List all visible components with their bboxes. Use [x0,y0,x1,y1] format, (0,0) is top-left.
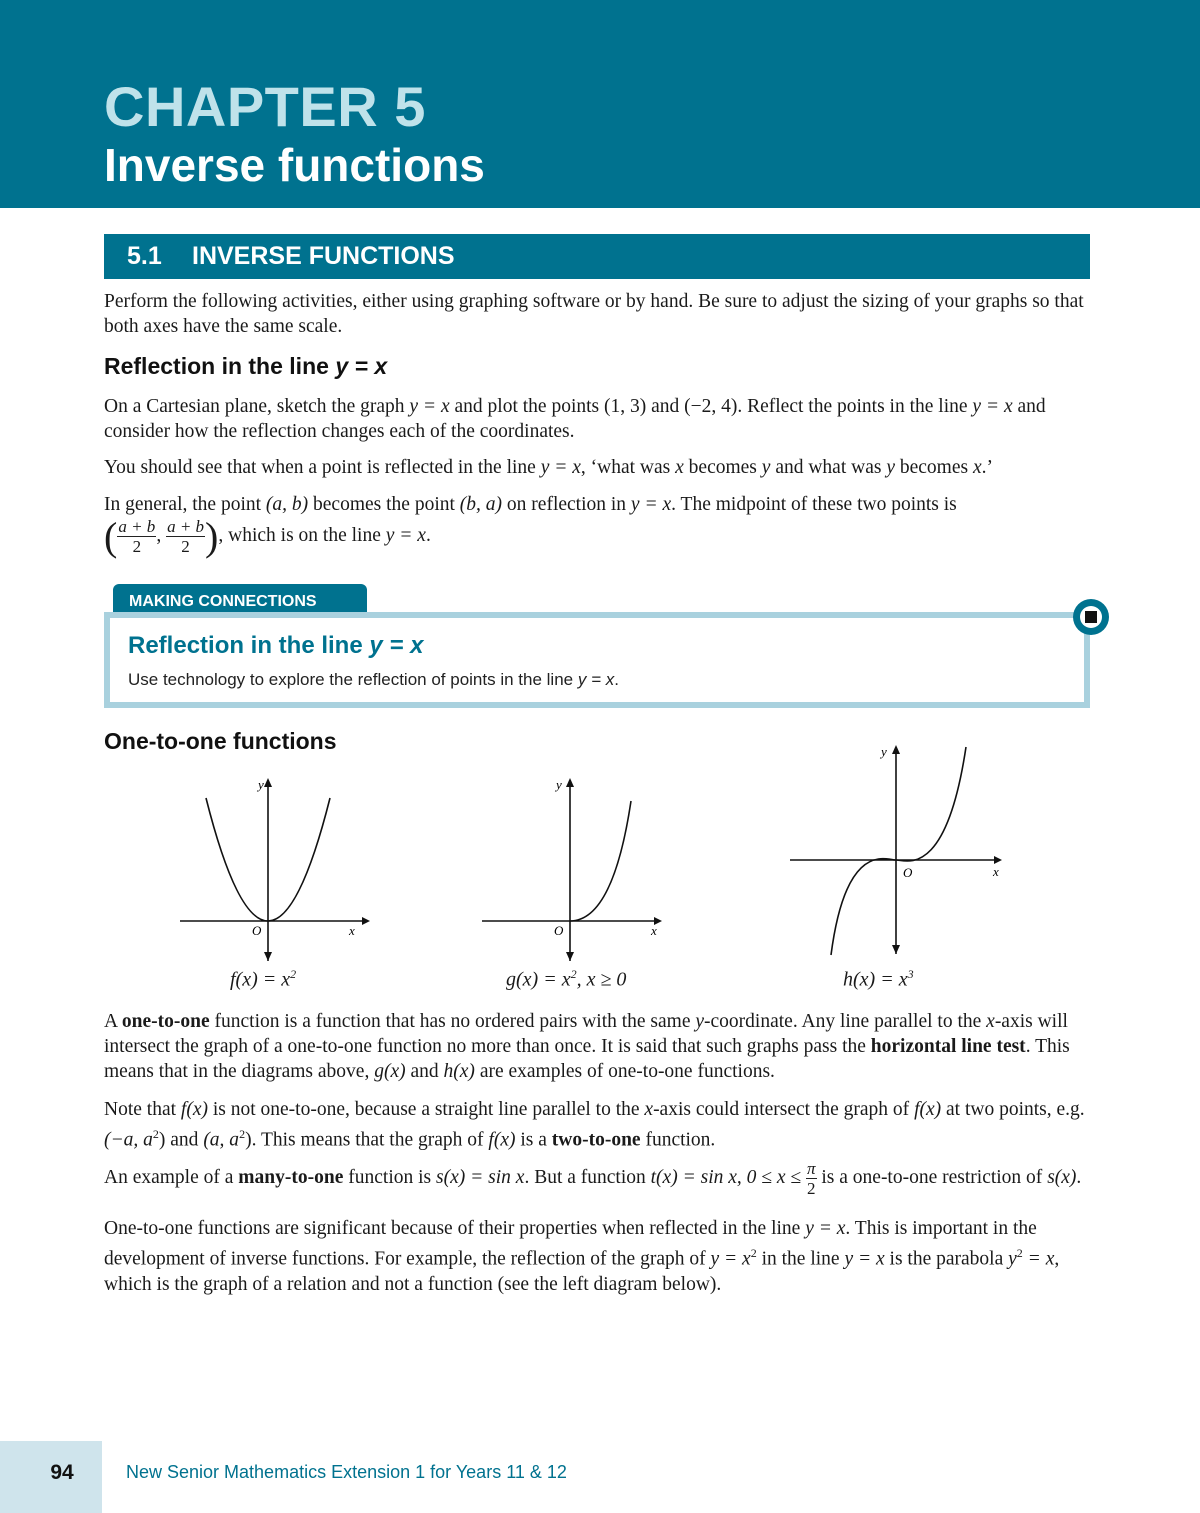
graph-f-parabola [176,775,372,965]
y-axis-label: y [881,744,887,759]
midpoint-fraction-1: $\frac{a + b}{2}$ [118,517,156,556]
one-to-one-paragraph-3: An example of a many-to-one function is s(x) = sin x. But a function t(x) = sin x, 0 ≤ x ≤ $\frac{\pi}{2}$ is a one-to-one restriction of s(x). [104,1159,1082,1198]
graph-h-cubic [786,740,1011,960]
section-number: 5.1 [127,242,162,270]
book-title: New Senior Mathematics Extension 1 for Years 11 & 12 [126,1462,567,1482]
x-axis-label: x [993,864,999,879]
midpoint-fraction-2: $\frac{a + b}{2}$ [167,517,205,556]
caption-g: $g(x) = x^2$, x ≥ 0 [506,967,627,991]
chapter-label: CHAPTER 5 [104,75,426,138]
one-to-one-paragraph-1: A one-to-one function is a function that has no ordered pairs with the same y-coordinate. Any line parallel to the x-axis will intersect the graph of a one-to-one function no more than once. It is said that such graphs pass the horizontal line test. This means that in the diagrams above, g(x) and h(x) are examples of one-to-one functions. [104,1011,1070,1082]
section-title: INVERSE FUNCTIONS [192,242,455,270]
reflection-heading: Reflection in the line y = x [104,353,388,379]
y-axis-label: y [556,777,562,792]
y-axis-label: y [258,777,264,792]
making-connections-tab: MAKING CONNECTIONS [113,584,367,619]
pi-over-2-fraction: $\frac{\pi}{2}$ [806,1159,816,1198]
chapter-title: Inverse functions [104,139,485,191]
section-heading [104,234,1090,279]
caption-f: $f(x) = x^2$ [230,967,297,991]
page-number: 94 [50,1461,74,1484]
x-axis-label: x [349,923,355,938]
making-connections-text: Use technology to explore the reflection of points in the line y = x. [128,670,619,689]
one-to-one-paragraph-2: Note that f(x) is not one-to-one, because a straight line parallel to the x-axis could intersect the graph of f(x) at two points, e.g. (−a, $a^2$) and (a, $a^2$). This means that the graph of f(x) is a two-to-one function. [104,1099,1085,1151]
midpoint-formula: ( $\frac{a + b}{2}$ , $\frac{a + b}{2}$ ), which is on the line y = x. [104,514,431,559]
interactive-link-icon[interactable] [1071,597,1111,637]
reflection-paragraph-1: On a Cartesian plane, sketch the graph y = x and plot the points (1, 3) and (−2, 4). Reflect the points in the line y = x and consider how the reflection changes each of the coordinates. [104,396,1046,442]
one-to-one-heading: One-to-one functions [104,728,337,754]
reflection-paragraph-3: In general, the point (a, b) becomes the point (b, a) on reflection in y = x. The midpoint of these two points is [104,494,957,515]
graph-g-half-parabola [478,775,674,965]
origin-label: O [252,923,262,938]
one-to-one-paragraph-4: One-to-one functions are significant because of their properties when reflected in the line y = x. This is important in the development of inverse functions. For example, the reflection of the graph of $y = x^2$ in the line y = x is the parabola $y^2 = x$, which is the graph of a relation and not a function (see the left diagram below). [104,1218,1060,1295]
making-connections-box[interactable] [104,612,1090,708]
origin-label: O [903,865,913,880]
x-axis-label: x [651,923,657,938]
making-connections-title[interactable]: Reflection in the line y = x [128,632,424,659]
reflection-paragraph-2: You should see that when a point is reflected in the line y = x, ‘what was x becomes y and what was y becomes x.’ [104,457,993,478]
origin-label: O [554,923,564,938]
caption-h: $h(x) = x^3$ [843,967,914,991]
intro-paragraph: Perform the following activities, either using graphing software or by hand. Be sure to adjust the sizing of your graphs so that both axes have the same scale. [104,291,1084,337]
